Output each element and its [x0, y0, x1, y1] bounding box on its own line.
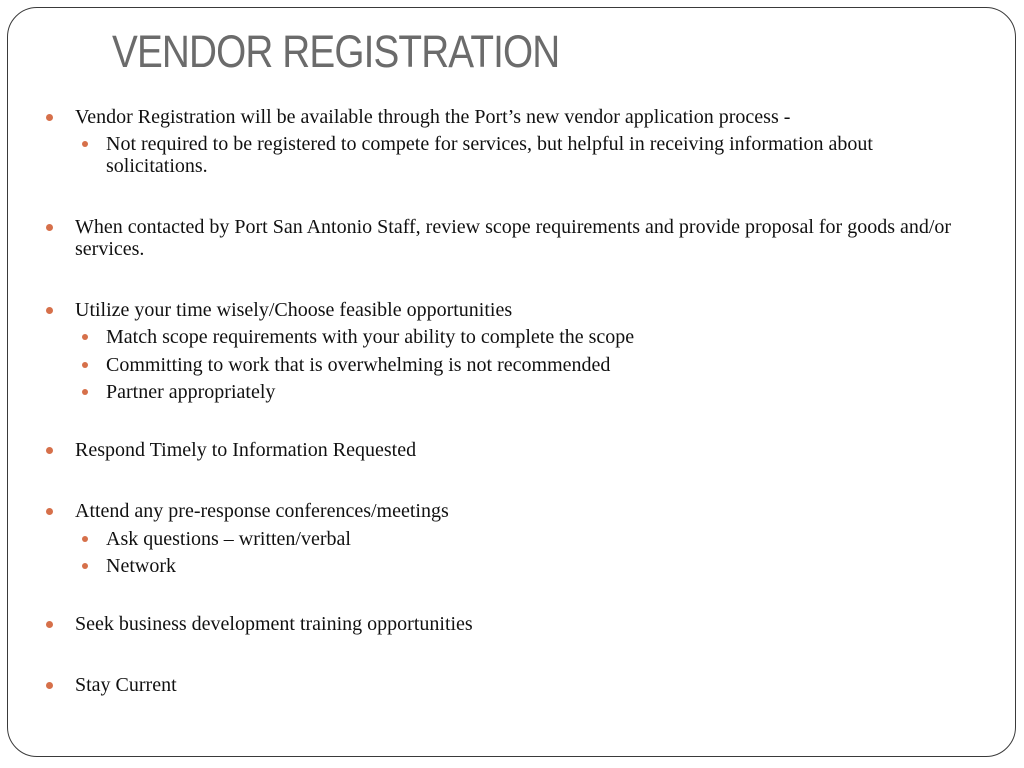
bullet-dot-icon — [46, 621, 53, 628]
sub-bullet-item — [106, 555, 966, 577]
sub-bullet-dot-icon — [82, 334, 88, 340]
sub-bullet-dot-icon — [82, 362, 88, 368]
sub-bullet-dot-icon — [82, 563, 88, 569]
sub-bullet-item — [106, 528, 966, 550]
sub-bullet-text: Partner appropriately — [106, 381, 276, 403]
bullet-item — [75, 674, 965, 696]
sub-bullet-text: Not required to be registered to compete for services, but helpful in receiving information about solicitations. — [106, 133, 873, 177]
bullet-item — [75, 613, 965, 635]
sub-bullet-text: Network — [106, 555, 176, 577]
bullet-item — [75, 439, 965, 461]
bullet-item — [75, 500, 965, 522]
bullet-dot-icon — [46, 508, 53, 515]
bullet-text: Utilize your time wisely/Choose feasible opportunities — [75, 299, 513, 321]
bullet-dot-icon — [46, 114, 53, 121]
sub-bullet-dot-icon — [82, 536, 88, 542]
sub-bullet-item — [106, 326, 966, 348]
bullet-dot-icon — [46, 447, 53, 454]
sub-bullet-text: Match scope requirements with your ability to complete the scope — [106, 326, 635, 348]
bullet-dot-icon — [46, 307, 53, 314]
bullet-text: Stay Current — [75, 674, 177, 696]
bullet-text: When contacted by Port San Antonio Staff, review scope requirements and provide proposal for goods and/or services. — [75, 216, 952, 260]
bullet-text: Seek business development training opportunities — [75, 613, 473, 635]
bullet-dot-icon — [46, 682, 53, 689]
sub-bullet-item — [106, 133, 966, 177]
bullet-text: Vendor Registration will be available through the Port’s new vendor application process - — [75, 106, 791, 128]
sub-bullet-text: Ask questions – written/verbal — [106, 528, 351, 550]
slide-title: VENDOR REGISTRATION — [112, 26, 560, 77]
sub-bullet-dot-icon — [82, 389, 88, 395]
sub-bullet-text: Committing to work that is overwhelming is not recommended — [106, 354, 611, 376]
sub-bullet-item — [106, 354, 966, 376]
bullet-item — [75, 216, 965, 260]
bullet-text: Attend any pre-response conferences/meetings — [75, 500, 449, 522]
bullet-item — [75, 106, 965, 128]
sub-bullet-dot-icon — [82, 141, 88, 147]
bullet-item — [75, 299, 965, 321]
sub-bullet-item — [106, 381, 966, 403]
bullet-dot-icon — [46, 224, 53, 231]
bullet-text: Respond Timely to Information Requested — [75, 439, 417, 461]
